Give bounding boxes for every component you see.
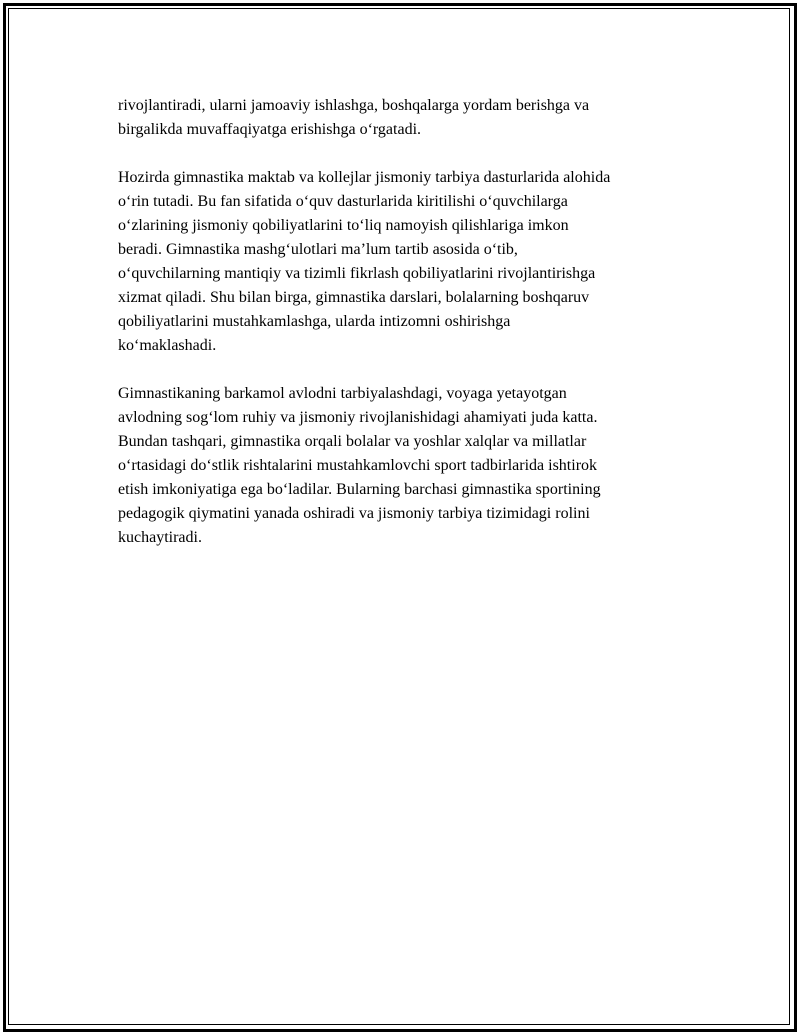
text-line: Hozirda gimnastika maktab va kollejlar jismoniy tarbiya dasturlarida alohida — [118, 169, 611, 186]
text-line: o‘rin tutadi. Bu fan sifatida o‘quv dasturlarida kiritilishi o‘quvchilarga — [118, 193, 568, 210]
text-line: rivojlantiradi, ularni jamoaviy ishlashga, boshqalarga yordam berishga va — [118, 97, 590, 114]
text-line: etish imkoniyatiga ega bo‘ladilar. Bularning barchasi gimnastika sportining — [118, 481, 601, 498]
paragraph-3 — [118, 382, 698, 550]
text-line: o‘rtasidagi do‘stlik rishtalarini mustahkamlovchi sport tadbirlarida ishtirok — [118, 457, 598, 474]
text-line: Bundan tashqari, gimnastika orqali bolalar va yoshlar xalqlar va millatlar — [118, 433, 587, 450]
text-line: kuchaytiradi. — [118, 529, 202, 546]
text-line: pedagogik qiymatini yanada oshiradi va jismoniy tarbiya tizimidagi rolini — [118, 505, 590, 522]
text-line: o‘zlarining jismoniy qobiliyatlarini to‘liq namoyish qilishlariga imkon — [118, 217, 569, 234]
text-line: Gimnastikaning barkamol avlodni tarbiyalashdagi, voyaga yetayotgan — [118, 385, 567, 402]
text-line: ko‘maklashadi. — [118, 337, 217, 354]
text-line: xizmat qiladi. Shu bilan birga, gimnastika darslari, bolalarning boshqaruv — [118, 289, 590, 306]
text-line: avlodning sog‘lom ruhiy va jismoniy rivojlanishidagi ahamiyati juda katta. — [118, 409, 598, 426]
text-line: o‘quvchilarning mantiqiy va tizimli fikrlash qobiliyatlarini rivojlantirishga — [118, 265, 596, 282]
document-body — [118, 94, 698, 574]
paragraph-2 — [118, 166, 698, 358]
text-line: qobiliyatlarini mustahkamlashga, ularda intizomni oshirishga — [118, 313, 511, 330]
paragraph-1 — [118, 94, 698, 142]
text-line: beradi. Gimnastika mashg‘ulotlari ma’lum tartib asosida o‘tib, — [118, 241, 518, 258]
text-line: birgalikda muvaffaqiyatga erishishga o‘rgatadi. — [118, 121, 422, 138]
